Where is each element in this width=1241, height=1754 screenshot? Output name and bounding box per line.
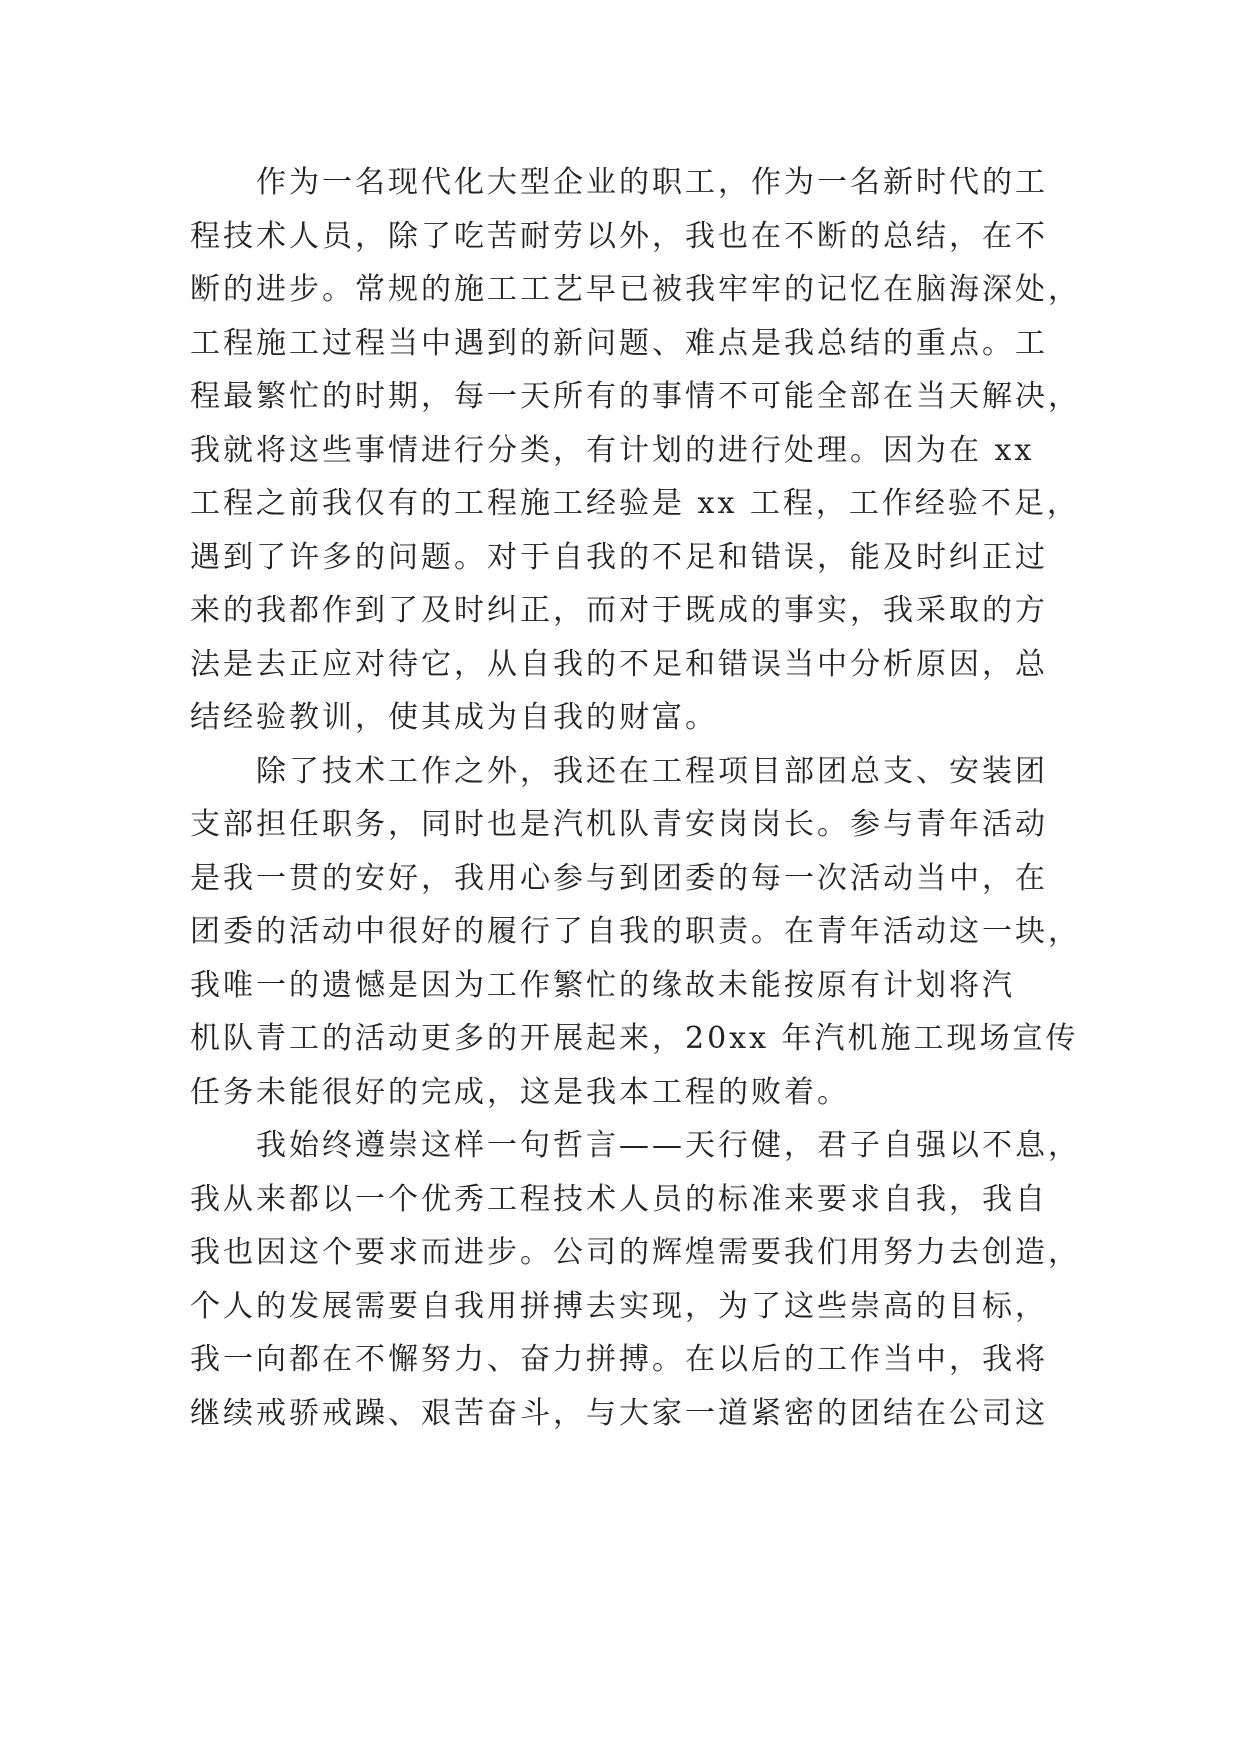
text-line: 继续戒骄戒躁、艰苦奋斗，与大家一道紧密的团结在公司这 bbox=[190, 1395, 1048, 1431]
text-line: 我始终遵崇这样一句哲言——天行健，君子自强以不息， bbox=[256, 1128, 1081, 1163]
text-line: 支部担任职务，同时也是汽机队青安岗岗长。参与青年活动 bbox=[190, 807, 1048, 842]
text-line: 我就将这些事情进行分类，有计划的进行处理。因为在 xx bbox=[190, 432, 1035, 468]
text-line: 除了技术工作之外，我还在工程项目部团总支、安装团 bbox=[256, 753, 1048, 789]
text-line: 机队青工的活动更多的开展起来，20xx 年汽机施工现场宣传 bbox=[190, 1021, 1079, 1056]
text-line: 团委的活动中很好的履行了自我的职责。在青年活动这一块， bbox=[190, 914, 1081, 949]
text-line: 我唯一的遗憾是因为工作繁忙的缘故未能按原有计划将汽 bbox=[190, 967, 1015, 1003]
text-line: 工程之前我仅有的工程施工经验是 xx 工程，工作经验不足， bbox=[190, 486, 1080, 521]
text-line: 是我一贯的安好，我用心参与到团委的每一次活动当中，在 bbox=[190, 860, 1048, 896]
text-line: 程最繁忙的时期，每一天所有的事情不可能全部在当天解决， bbox=[190, 379, 1081, 414]
text-line: 工程施工过程当中遇到的新问题、难点是我总结的重点。工 bbox=[190, 325, 1048, 361]
text-line: 我也因这个要求而进步。公司的辉煌需要我们用努力去创造， bbox=[190, 1235, 1081, 1270]
text-line: 遇到了许多的问题。对于自我的不足和错误，能及时纠正过 bbox=[190, 539, 1048, 575]
text-line: 任务未能很好的完成，这是我本工程的败着。 bbox=[190, 1074, 850, 1110]
text-line: 我从来都以一个优秀工程技术人员的标准来要求自我，我自 bbox=[190, 1181, 1048, 1217]
text-line: 我一向都在不懈努力、奋力拼搏。在以后的工作当中，我将 bbox=[190, 1342, 1048, 1377]
text-line: 结经验教训，使其成为自我的财富。 bbox=[190, 700, 718, 735]
document-body bbox=[190, 156, 1081, 1440]
text-line: 作为一名现代化大型企业的职工，作为一名新时代的工 bbox=[256, 165, 1048, 200]
text-line: 来的我都作到了及时纠正，而对于既成的事实，我采取的方 bbox=[190, 593, 1048, 628]
text-line: 程技术人员，除了吃苦耐劳以外，我也在不断的总结，在不 bbox=[190, 218, 1048, 254]
text-line: 个人的发展需要自我用拼搏去实现，为了这些崇高的目标， bbox=[190, 1288, 1048, 1324]
text-line: 法是去正应对待它，从自我的不足和错误当中分析原因，总 bbox=[190, 646, 1048, 682]
text-line: 断的进步。常规的施工工艺早已被我牢牢的记忆在脑海深处， bbox=[190, 272, 1081, 307]
